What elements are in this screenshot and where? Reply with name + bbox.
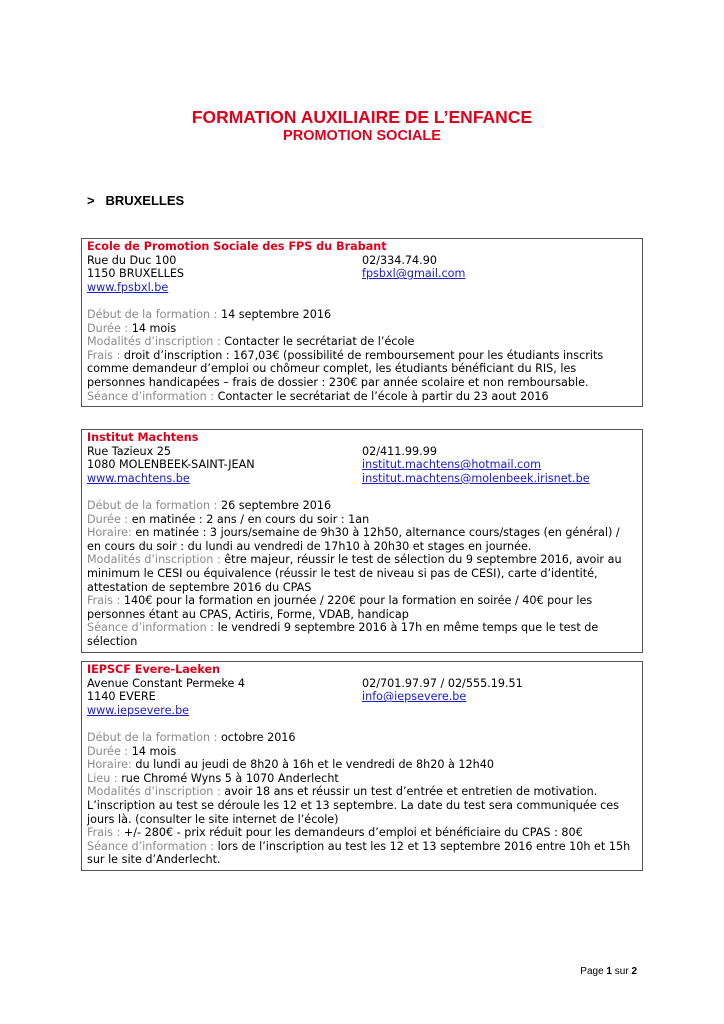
frais-row [87, 826, 637, 840]
seance-label: Séance d’information : [87, 389, 218, 403]
debut-row [87, 308, 637, 322]
school-name: Institut Machtens [87, 431, 199, 444]
modalites-row [87, 553, 637, 594]
frais-label: Frais : [87, 826, 124, 840]
duree-value: 14 mois [131, 744, 177, 758]
phone: 02/701.97.97 / 02/555.19.51 [362, 676, 523, 690]
duree-label: Durée : [87, 321, 132, 335]
debut-label: Début de la formation : [87, 498, 221, 512]
email-link[interactable]: fpsbxl@gmail.com [362, 267, 466, 281]
duree-value: en matinée : 2 ans / en cours du soir : 1an [131, 512, 370, 526]
region-heading [87, 193, 184, 209]
frais-label: Frais : [87, 348, 124, 362]
page-number: 1 [606, 966, 612, 977]
seance-value: lors de l’inscription au test les 12 et 13 septembre 2016 entre 10h et 15h sur le site d’Anderlecht. [87, 839, 631, 867]
address-line-1: Rue du Duc 100 [87, 253, 177, 267]
website-link[interactable]: www.iepsevere.be [87, 703, 190, 717]
seance-row [87, 840, 637, 867]
debut-value: octobre 2016 [220, 730, 296, 744]
modalites-label: Modalités d’inscription : [87, 785, 225, 799]
seance-label: Séance d’information : [87, 621, 218, 635]
email-link[interactable]: institut.machtens@hotmail.com [362, 458, 542, 472]
school-card-iepscf [81, 661, 643, 871]
seance-value: Contacter le secrétariat de l’école à partir du 23 aout 2016 [217, 389, 549, 403]
duree-row [87, 322, 637, 336]
phone: 02/334.74.90 [362, 253, 437, 267]
frais-value: droit d’inscription : 167,03€ (possibilité de remboursement pour les étudiants inscrits comme demandeur d’emploi ou chômeur complet, les étudiants bénéficiant du RIS, les personnes handicapées – frais de dossier : 230€ par année scolaire et non remboursable. [87, 348, 604, 389]
address-line-1: Rue Tazieux 25 [87, 444, 172, 458]
debut-row [87, 731, 637, 745]
duree-label: Durée : [87, 744, 132, 758]
frais-label: Frais : [87, 594, 124, 608]
debut-value: 14 septembre 2016 [220, 307, 332, 321]
frais-row [87, 594, 637, 621]
region-name: BRUXELLES [105, 193, 185, 208]
lieu-label: Lieu : [87, 771, 122, 785]
debut-label: Début de la formation : [87, 307, 221, 321]
seance-label: Séance d’information : [87, 839, 218, 853]
modalites-label: Modalités d’inscription : [87, 335, 225, 349]
document-title: FORMATION AUXILIAIRE DE L’ENFANCE [191, 107, 533, 127]
phone: 02/411.99.99 [362, 444, 437, 458]
website-link[interactable]: www.fpsbxl.be [87, 280, 169, 294]
modalites-value: Contacter le secrétariat de l’école [224, 335, 415, 349]
modalites-value: avoir 18 ans et réussir un test d’entrée et entretien de motivation. L’inscription au test se déroule les 12 et 13 septembre. La date du test sera communiquée ces jours là. (consulter le site internet de l’école) [87, 785, 620, 826]
seance-value: le vendredi 9 septembre 2016 à 17h en même temps que le test de sélection [87, 621, 599, 648]
frais-value: +/- 280€ - prix réduit pour les demandeurs d’emploi et bénéficiaire du CPAS : 80€ [123, 826, 583, 840]
duree-row [87, 745, 637, 759]
debut-value: 26 septembre 2016 [220, 498, 332, 512]
horaire-value: du lundi au jeudi de 8h20 à 16h et le vendredi de 8h20 à 12h40 [135, 758, 494, 772]
page-total: 2 [631, 966, 637, 977]
document-subtitle: PROMOTION SOCIALE [283, 128, 441, 144]
region-marker: > [87, 193, 95, 208]
email-link[interactable]: info@iepsevere.be [362, 690, 467, 704]
horaire-row [87, 526, 637, 553]
duree-value: 14 mois [131, 321, 177, 335]
seance-row [87, 390, 637, 404]
seance-row [87, 621, 637, 648]
sur-word: sur [611, 966, 632, 977]
frais-value: 140€ pour la formation en journée / 220€ pour la formation en soirée / 40€ pour les personnes étant au CPAS, Actiris, Forme, VDAB, handicap [87, 594, 593, 621]
school-name: Ecole de Promotion Sociale des FPS du Brabant [87, 240, 387, 253]
lieu-row [87, 772, 637, 786]
address-line-2: 1140 EVERE [87, 690, 156, 704]
debut-label: Début de la formation : [87, 730, 221, 744]
page-footer [580, 965, 637, 979]
modalites-row [87, 785, 637, 826]
school-card-machtens [81, 429, 643, 653]
modalites-label: Modalités d’inscription : [87, 553, 225, 567]
address-line-2: 1080 MOLENBEEK-SAINT-JEAN [87, 458, 255, 472]
duree-row [87, 513, 637, 527]
school-name: IEPSCF Evere-Laeken [87, 663, 221, 676]
modalites-row [87, 335, 637, 349]
horaire-label: Horaire: [87, 526, 136, 540]
email-link-2[interactable]: institut.machtens@molenbeek.irisnet.be [362, 471, 590, 485]
address-line-2: 1150 BRUXELLES [87, 267, 185, 281]
school-card-fps [81, 238, 643, 407]
duree-label: Durée : [87, 512, 132, 526]
address-line-1: Avenue Constant Permeke 4 [87, 676, 246, 690]
horaire-row [87, 758, 637, 772]
debut-row [87, 499, 637, 513]
frais-row [87, 349, 637, 390]
modalites-value: être majeur, réussir le test de sélection du 9 septembre 2016, avoir au minimum le CESI ou équivalence (réussir le test de niveau si pas de CESI), carte d’identité, attestation de septembre 2016 du CPAS [87, 553, 622, 594]
page-word: Page [580, 966, 607, 977]
horaire-label: Horaire: [87, 758, 136, 772]
website-link[interactable]: www.machtens.be [87, 471, 190, 485]
horaire-value: en matinée : 3 jours/semaine de 9h30 à 12h50, alternance cours/stages (en général) / en cours du soir : du lundi au vendredi de 17h10 à 20h30 et stages en journée. [87, 526, 620, 553]
lieu-value: rue Chromé Wyns 5 à 1070 Anderlecht [121, 771, 339, 785]
